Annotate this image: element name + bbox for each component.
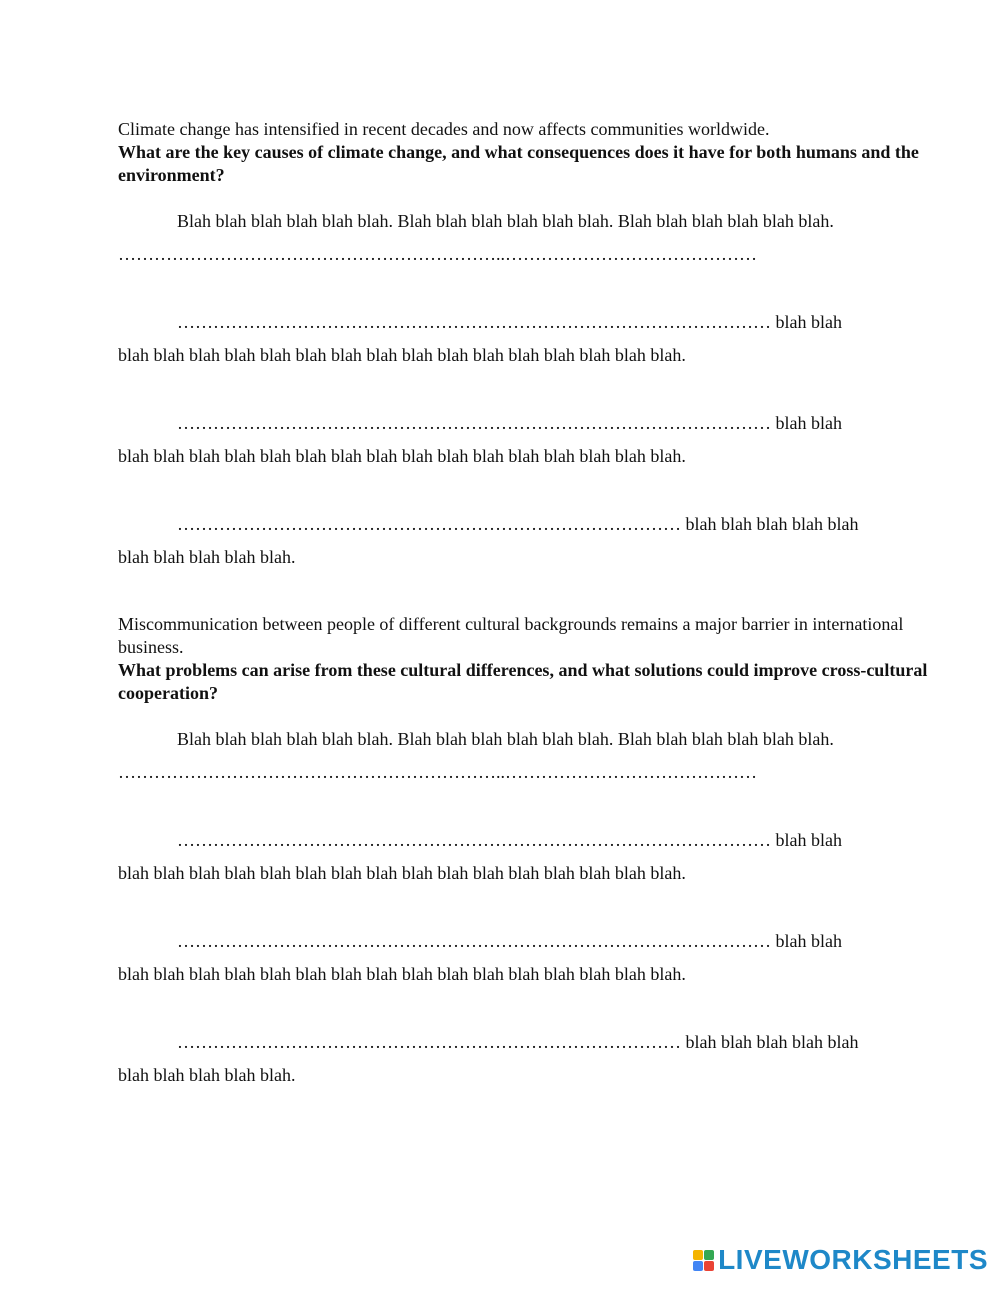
answer-block (118, 829, 928, 885)
logo-square (704, 1250, 714, 1260)
answer-block (118, 513, 928, 569)
logo-square (693, 1250, 703, 1260)
answer-block (118, 412, 928, 468)
liveworksheets-logo (693, 1244, 988, 1276)
answer-block (118, 930, 928, 986)
answer-line[interactable]: ……………………………………………………………………………………… blah blah (177, 931, 842, 951)
logo-text: LIVEWORKSHEETS (718, 1244, 988, 1275)
paragraph-text: Blah blah blah blah blah blah. Blah blah blah blah blah blah. Blah blah blah blah blah blah. (177, 211, 834, 231)
answer-line[interactable]: ……………………………………………………………………………………… blah blah (177, 413, 842, 433)
section-climate (118, 118, 928, 569)
fill-in-line[interactable]: ………………………………………………………..…………………………………… (118, 762, 757, 782)
section-culture (118, 613, 928, 1087)
paragraph-text: Blah blah blah blah blah blah. Blah blah blah blah blah blah. Blah blah blah blah blah blah. (177, 729, 834, 749)
answer-continuation: blah blah blah blah blah blah blah blah blah blah blah blah blah blah blah blah. (118, 964, 686, 984)
answer-line[interactable]: ………………………………………………………………………… blah blah blah blah blah (177, 514, 859, 534)
answer-line[interactable]: ……………………………………………………………………………………… blah blah (177, 830, 842, 850)
liveworksheets-logo-icon (693, 1250, 714, 1271)
section-question: What problems can arise from these cultural differences, and what solutions could improve cross-cultural cooperation? (118, 660, 928, 703)
section-question: What are the key causes of climate change, and what consequences does it have for both humans and the environment? (118, 142, 919, 185)
logo-square (704, 1261, 714, 1271)
fill-in-line[interactable]: ………………………………………………………..…………………………………… (118, 244, 757, 264)
answer-continuation: blah blah blah blah blah blah blah blah blah blah blah blah blah blah blah blah. (118, 345, 686, 365)
section-intro: Miscommunication between people of different cultural backgrounds remains a major barrier in international business. (118, 614, 904, 657)
answer-continuation: blah blah blah blah blah. (118, 547, 296, 567)
document-page (118, 118, 928, 1087)
answer-continuation: blah blah blah blah blah blah blah blah blah blah blah blah blah blah blah blah. (118, 446, 686, 466)
answer-continuation: blah blah blah blah blah blah blah blah blah blah blah blah blah blah blah blah. (118, 863, 686, 883)
answer-block (118, 311, 928, 367)
answer-line[interactable]: ……………………………………………………………………………………… blah blah (177, 312, 842, 332)
section-intro: Climate change has intensified in recent decades and now affects communities worldwide. (118, 119, 770, 139)
answer-continuation: blah blah blah blah blah. (118, 1065, 296, 1085)
logo-square (693, 1261, 703, 1271)
answer-block (118, 1031, 928, 1087)
answer-line[interactable]: ………………………………………………………………………… blah blah blah blah blah (177, 1032, 859, 1052)
